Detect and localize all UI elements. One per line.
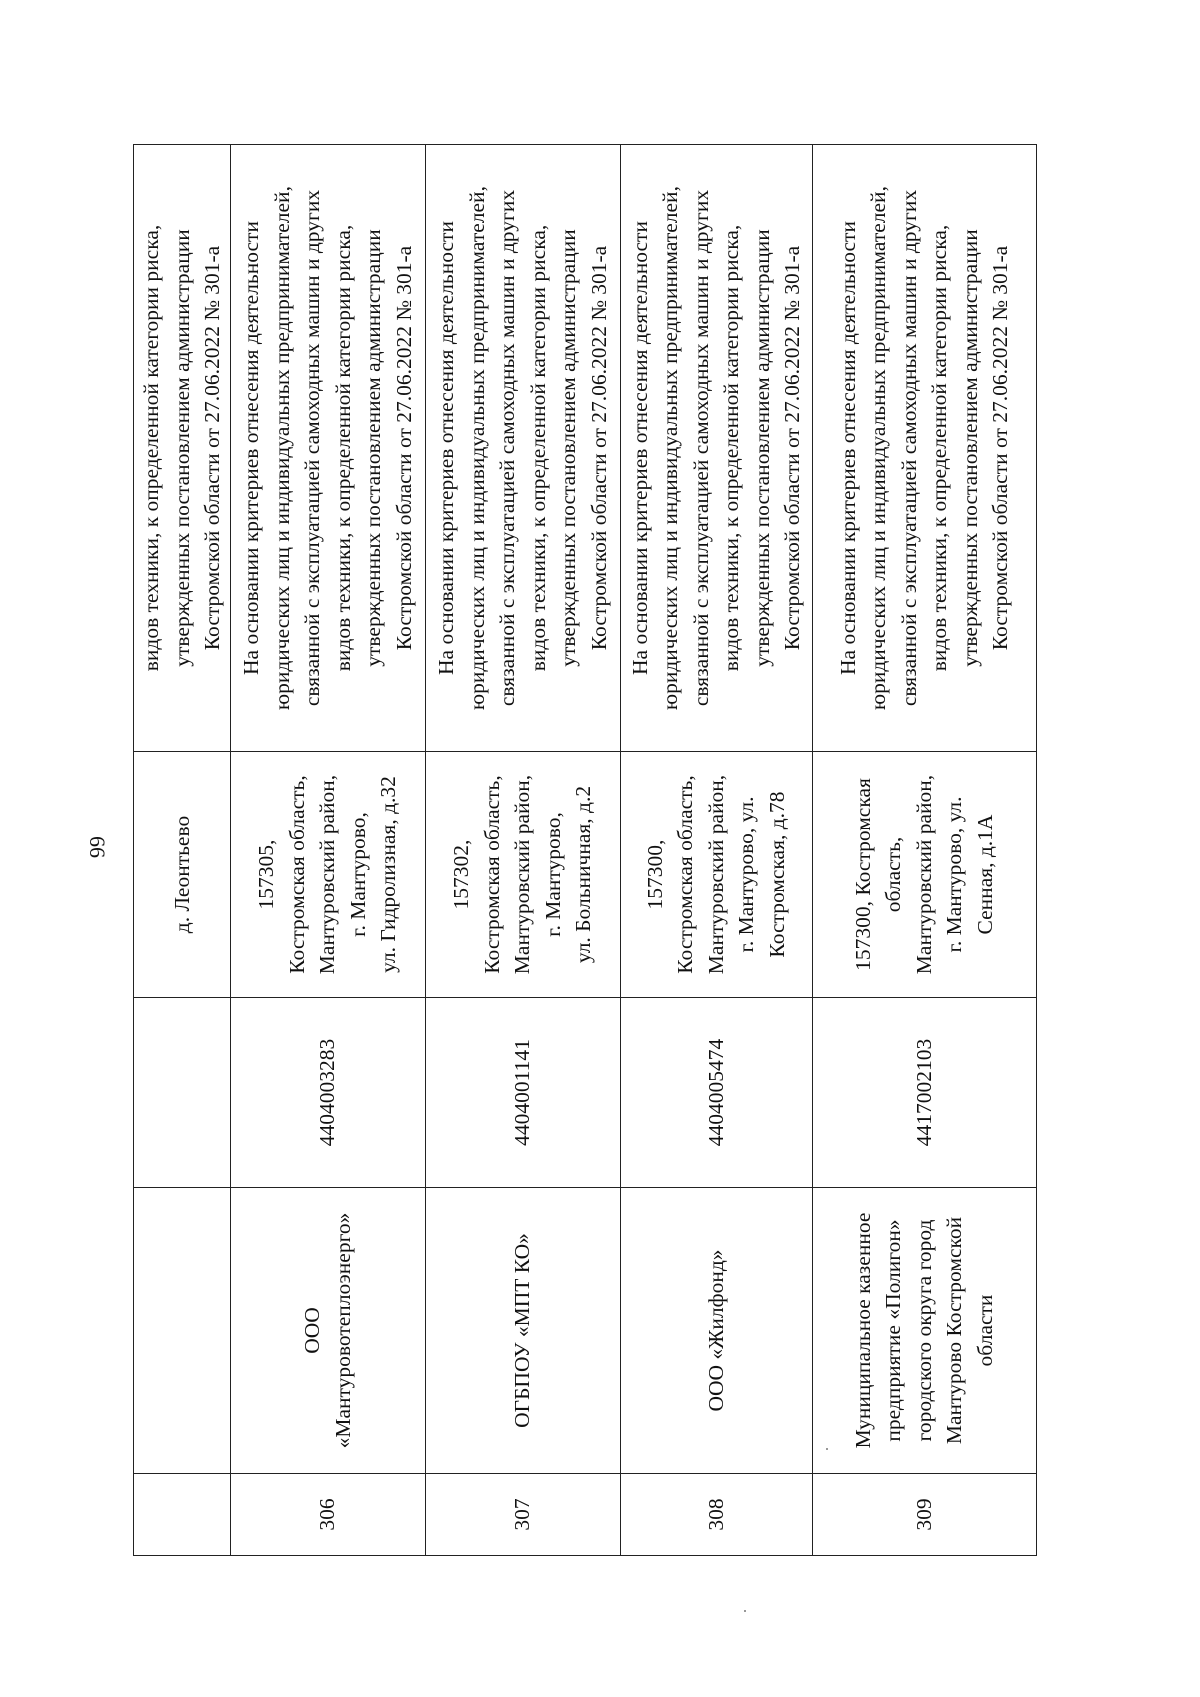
cell-basis: видов техники, к определенной категории риска, утвержденных постановлением администрации Костромской области от 27.06.2022 № 301-а <box>134 145 231 752</box>
cell-inn <box>134 998 231 1188</box>
cell-basis: На основании критериев отнесения деятельности юридических лиц и индивидуальных предпринимателей, связанной с эксплуатацией самоходных машин и других видов техники, к определенной категории риска, утвержденных постановлением администрации Костромской области от 27.06.2022 № 301-а <box>425 145 620 752</box>
table-row <box>134 145 231 1556</box>
cell-number: 309 <box>812 1474 1036 1556</box>
cell-organization-name: ОГБПОУ «МПТ КО» <box>425 1188 620 1474</box>
rotated-table-container <box>133 145 1030 1556</box>
cell-basis: На основании критериев отнесения деятельности юридических лиц и индивидуальных предпринимателей, связанной с эксплуатацией самоходных машин и других видов техники, к определенной категории риска, утвержденных постановлением администрации Костромской области от 27.06.2022 № 301-а <box>230 145 425 752</box>
table-row <box>230 145 425 1556</box>
registry-table <box>133 144 1037 1556</box>
cell-organization-name: Муниципальное казенное предприятие «Полигон» городского округа город Мантурово Костромской области <box>812 1188 1036 1474</box>
cell-inn: 4417002103 <box>812 998 1036 1188</box>
cell-address: д. Леонтьево <box>134 752 231 998</box>
cell-address: 157302, Костромская область, Мантуровский район, г. Мантурово, ул. Больничная, д.2 <box>425 752 620 998</box>
cell-number: 306 <box>230 1474 425 1556</box>
cell-address: 157300, Костромская область, Мантуровский район, г. Мантурово, ул. Сенная, д.1А <box>812 752 1036 998</box>
cell-basis: На основании критериев отнесения деятельности юридических лиц и индивидуальных предпринимателей, связанной с эксплуатацией самоходных машин и других видов техники, к определенной категории риска, утвержденных постановлением администрации Костромской области от 27.06.2022 № 301-а <box>620 145 812 752</box>
cell-number: 308 <box>620 1474 812 1556</box>
table-row <box>425 145 620 1556</box>
cell-number: 307 <box>425 1474 620 1556</box>
cell-organization-name <box>134 1188 231 1474</box>
scan-speck <box>744 1610 746 1612</box>
cell-organization-name: ООО «Мантуровотеплоэнерго» <box>230 1188 425 1474</box>
cell-address: 157300, Костромская область, Мантуровский район, г. Мантурово, ул. Костромская, д.78 <box>620 752 812 998</box>
cell-address: 157305, Костромская область, Мантуровский район, г. Мантурово, ул. Гидролизная, д.32 <box>230 752 425 998</box>
page-number: 66 <box>85 836 110 858</box>
table-row <box>620 145 812 1556</box>
cell-inn: 4404005474 <box>620 998 812 1188</box>
scan-speck <box>826 1448 828 1450</box>
table-row <box>812 145 1036 1556</box>
cell-basis: На основании критериев отнесения деятельности юридических лиц и индивидуальных предпринимателей, связанной с эксплуатацией самоходных машин и других видов техники, к определенной категории риска, утвержденных постановлением администрации Костромской области от 27.06.2022 № 301-а <box>812 145 1036 752</box>
cell-number <box>134 1474 231 1556</box>
cell-inn: 4404001141 <box>425 998 620 1188</box>
cell-inn: 4404003283 <box>230 998 425 1188</box>
cell-organization-name: ООО «Жилфонд» <box>620 1188 812 1474</box>
